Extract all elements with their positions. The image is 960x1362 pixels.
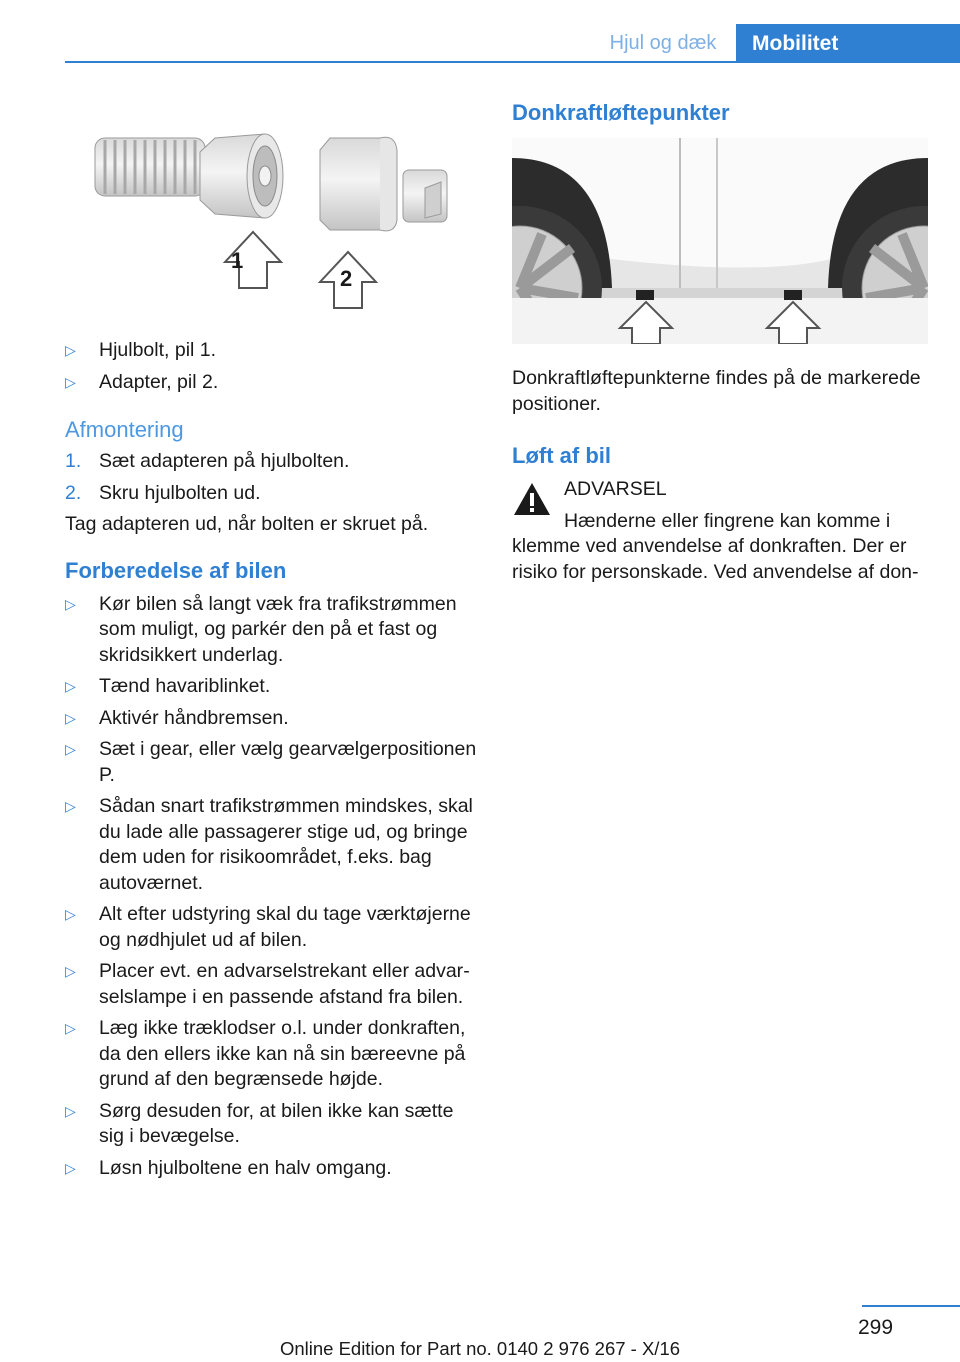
step-item (65, 449, 481, 475)
edition-footer: Online Edition for Part no. 0140 2 976 267 - X/16 (279, 1338, 681, 1359)
list-item (65, 1016, 481, 1093)
jack-points-caption: Donkraftløftepunkterne findes på de markerede positioner. (512, 367, 921, 415)
list-item-text: Hjulbolt, pil 1. (99, 339, 217, 361)
header-rule (65, 61, 960, 63)
triangle-bullet-icon: ▷ (65, 906, 76, 922)
chapter-tab-label: Mobilitet (752, 31, 839, 55)
triangle-bullet-icon: ▷ (65, 342, 76, 358)
list-item-text: Læg ikke træklodser o.l. under donkraften, da den ellers ikke kan nå sin bæreevne på grund af den begrænsede højde. (99, 1017, 466, 1090)
section-tab[interactable] (590, 26, 736, 61)
list-item (65, 706, 481, 732)
step-number: 2. (65, 481, 82, 504)
list-item (65, 1099, 481, 1150)
removal-steps (65, 449, 481, 506)
list-item (65, 902, 481, 953)
warning-triangle-icon (512, 481, 552, 517)
triangle-bullet-icon: ▷ (65, 678, 76, 694)
right-column (512, 100, 928, 585)
triangle-bullet-icon: ▷ (65, 373, 76, 390)
warning-text: Hænderne eller fingrene kan komme i klemme ved anvendelse af donkraften. Der er risiko for personskade. Ved anvendelse af don- (512, 509, 919, 583)
wheel-bolt-adapter-figure (65, 110, 481, 320)
page-number: 299 (858, 1316, 894, 1339)
triangle-bullet-icon: ▷ (65, 1159, 76, 1176)
step-text: Skru hjulbolten ud. (99, 481, 261, 504)
list-item-text: Tænd havariblinket. (99, 675, 271, 697)
list-item-text: Aktivér håndbremsen. (99, 706, 289, 729)
list-item-text: Placer evt. en advarselstrekant eller advarselslampe i en passende afstand fra bilen. (99, 960, 470, 1008)
triangle-bullet-icon: ▷ (65, 709, 76, 726)
removal-heading: Afmontering (65, 417, 184, 442)
list-item-text: Løsn hjulboltene en halv omgang. (99, 1156, 392, 1179)
lift-heading: Løft af bil (512, 443, 611, 468)
warning-block (512, 477, 928, 585)
triangle-bullet-icon: ▷ (65, 1102, 76, 1119)
list-item-text: Sådan snart trafikstrømmen mindskes, skal du lade alle passagerer stige ud, og bringe dem uden for risikoområdet, f.eks. bag autoværnet. (99, 795, 473, 894)
list-item-text: Sørg desuden for, at bilen ikke kan sætte sig i bevægelse. (99, 1099, 454, 1147)
list-item-text: Adapter, pil 2. (99, 370, 219, 393)
list-item-text: Sæt i gear, eller vælg gearvælgerpositionen P. (99, 738, 477, 786)
list-item (65, 794, 481, 896)
arrow-1-label: 1 (231, 248, 244, 273)
step-item (65, 481, 481, 507)
list-item-text: Alt efter udstyring skal du tage værktøjerne og nødhjulet ud af bilen. (99, 903, 471, 951)
step-text: Sæt adapteren på hjulbolten. (99, 450, 350, 472)
list-item (65, 737, 481, 788)
jack-points-figure (512, 138, 928, 344)
prep-heading: Forberedelse af bilen (65, 557, 287, 583)
arrow-1-icon (225, 232, 281, 288)
list-item (65, 959, 481, 1010)
arrow-2-icon (320, 252, 376, 308)
parts-list (65, 338, 481, 395)
adapter (320, 137, 447, 231)
chapter-tab[interactable] (736, 24, 960, 63)
list-item (65, 370, 481, 396)
warning-title: ADVARSEL (564, 478, 667, 500)
jack-point-rear (784, 290, 802, 300)
triangle-bullet-icon: ▷ (65, 798, 76, 814)
footer-rule (862, 1305, 960, 1307)
list-item (65, 338, 481, 364)
list-item (65, 592, 481, 669)
step-number: 1. (65, 450, 82, 472)
jack-point-front (636, 290, 654, 300)
bolt-thread (95, 138, 205, 196)
triangle-bullet-icon: ▷ (65, 595, 76, 612)
section-tab-label: Hjul og dæk (609, 32, 717, 54)
removal-note: Tag adapteren ud, når bolten er skruet på. (65, 513, 429, 535)
jack-points-heading: Donkraftløftepunkter (512, 100, 730, 125)
list-item (65, 674, 481, 700)
bolt-head (200, 134, 283, 218)
list-item-text: Kør bilen så langt væk fra trafikstrømmen som muligt, og parkér den på et fast og skridsikkert underlag. (99, 592, 457, 666)
triangle-bullet-icon: ▷ (65, 1020, 76, 1036)
left-column (65, 110, 481, 1187)
arrow-2-label: 2 (340, 266, 353, 291)
prep-list (65, 592, 481, 1182)
list-item (65, 1156, 481, 1182)
triangle-bullet-icon: ▷ (65, 741, 76, 757)
triangle-bullet-icon: ▷ (65, 963, 76, 979)
